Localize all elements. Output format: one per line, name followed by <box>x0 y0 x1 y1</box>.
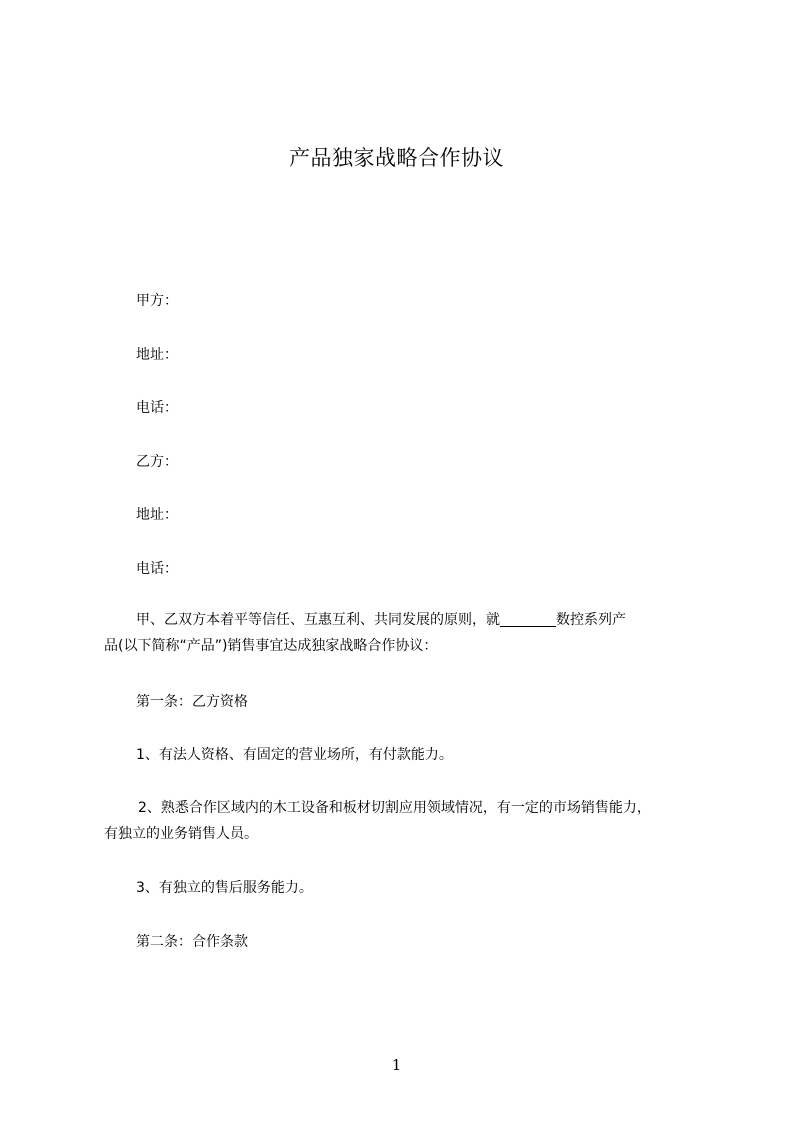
page-number: 1 <box>391 1056 402 1074</box>
party-a-phone-label: 电话： <box>136 400 178 416</box>
preamble-text-before-blank: 甲、乙双方本着平等信任、互惠互利、共同发展的原则，就 <box>136 612 500 628</box>
article-1-item-1: 1、有法人资格、有固定的营业场所，有付款能力。 <box>136 747 453 763</box>
article-1-item-2-line-2: 有独立的业务销售人员。 <box>104 826 258 842</box>
preamble-line-2: 品(以下简称“产品”)销售事宜达成独家战略合作协议： <box>104 638 438 654</box>
preamble-line-1 <box>104 607 734 633</box>
article-1-heading: 第一条：乙方资格 <box>136 694 248 710</box>
article-2-heading: 第二条：合作条款 <box>136 934 248 950</box>
preamble-text-after-blank: 数控系列产 <box>556 612 626 628</box>
article-1-item-3: 3、有独立的售后服务能力。 <box>136 880 313 896</box>
party-b-phone-label: 电话： <box>136 561 178 577</box>
document-title: 产品独家战略合作协议 <box>289 146 504 170</box>
party-a-name-label: 甲方： <box>136 293 178 309</box>
product-name-blank <box>500 612 556 627</box>
article-1-item-2 <box>104 795 734 847</box>
party-b-name-label: 乙方： <box>136 454 178 470</box>
party-b-address-label: 地址： <box>136 507 178 523</box>
party-a-address-label: 地址： <box>136 347 178 363</box>
preamble-paragraph <box>104 607 734 659</box>
article-1-item-2-line-1: 2、熟悉合作区域内的木工设备和板材切割应用领域情况，有一定的市场销售能力， <box>138 800 651 816</box>
